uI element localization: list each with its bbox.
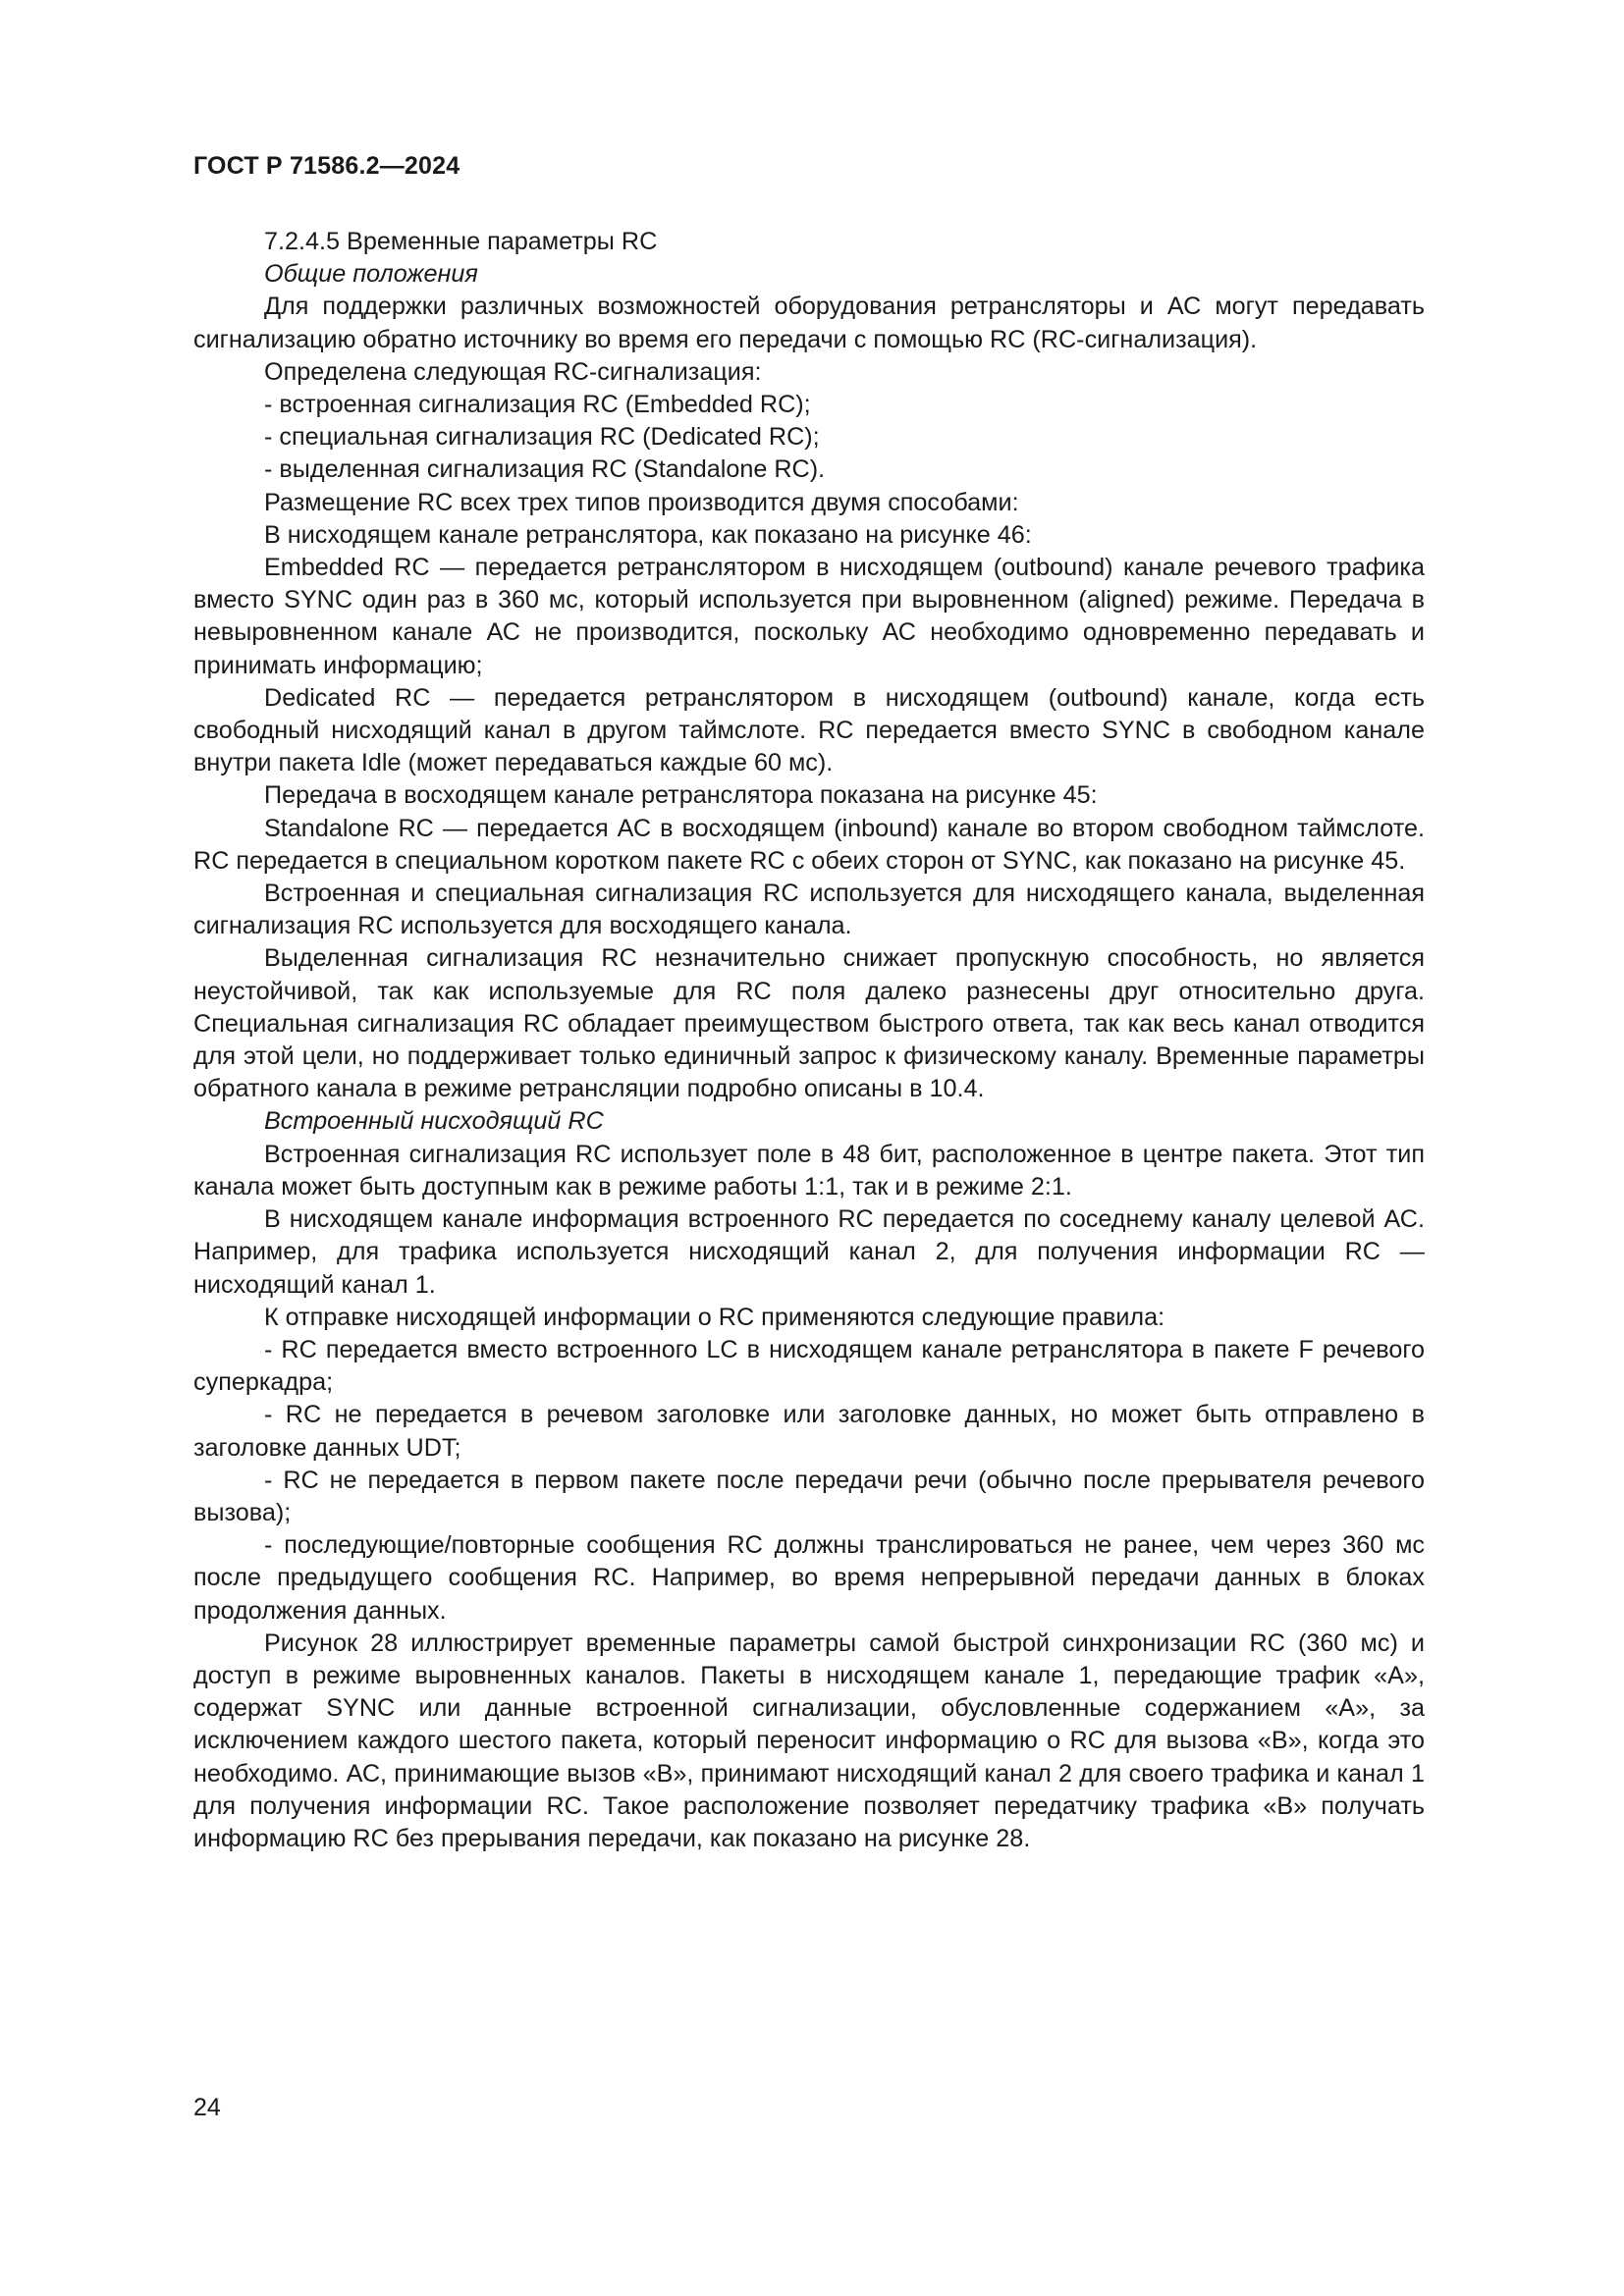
paragraph: Embedded RC — передается ретранслятором в нисходящем (outbound) канале речевого трафика вместо SYNC один раз в 360 мс, который используется при выровненном (aligned) режиме. Передача в невыровненном канале АС не производится, поскольку АС необходимо одновременно передавать и принимать информацию; [193,554,1425,679]
paragraph: Размещение RC всех трех типов производится двумя способами: [264,488,1019,516]
paragraph: Определена следующая RC-сигнализация: [264,357,762,386]
document-header: ГОСТ Р 71586.2—2024 [193,152,460,180]
document-body [193,226,1425,1855]
list-item: - RC не передается в первом пакете после передачи речи (обычно после прерывателя речевого вызова); [193,1466,1425,1526]
paragraph: В нисходящем канале информация встроенного RC передается по соседнему каналу целевой АС. Например, для трафика используется нисходящий канал 2, для получения информации RC — нисходящий канал 1. [193,1205,1425,1299]
paragraph: Standalone RC — передается АС в восходящем (inbound) канале во втором свободном таймслоте. RC передается в специальном коротком пакете RC с обеих сторон от SYNC, как показано на рисунке 45. [193,814,1425,875]
paragraph: Для поддержки различных возможностей оборудования ретрансляторы и АС могут передавать сигнализацию обратно источнику во время его передачи с помощью RC (RC-сигнализация). [193,293,1425,353]
list-item: - встроенная сигнализация RC (Embedded RC); [264,391,811,419]
subheading-embedded: Встроенный нисходящий RC [264,1107,604,1136]
paragraph: Dedicated RC — передается ретранслятором в нисходящем (outbound) канале, когда есть свободный нисходящий канал в другом таймслоте. RC передается вместо SYNC в свободном канале внутри пакета Idle (может передаваться каждые 60 мс). [193,683,1425,777]
paragraph: Выделенная сигнализация RC незначительно снижает пропускную способность, но является неустойчивой, так как используемые для RC поля далеко разнесены друг относительно друга. Специальная сигнализация RC обладает преимуществом быстрого ответа, так как весь канал отводится для этой цели, но поддерживает только единичный запрос к физическому каналу. Временные параметры обратного канала в режиме ретрансляции подробно описаны в 10.4. [193,944,1425,1103]
paragraph: К отправке нисходящей информации о RC применяются следующие правила: [264,1303,1165,1331]
paragraph: Рисунок 28 иллюстрирует временные параметры самой быстрой синхронизации RC (360 мс) и доступ в режиме выровненных каналов. Пакеты в нисходящем канале 1, передающие трафик «А», содержат SYNC или данные встроенной сигнализации, обусловленные содержанием «А», за исключением каждого шестого пакета, который переносит информацию о RC для вызова «В», когда это необходимо. АС, принимающие вызов «В», принимают нисходящий канал 2 для своего трафика и канал 1 для получения информации RC. Такое расположение позволяет передатчику трафика «В» получать информацию RC без прерывания передачи, как показано на рисунке 28. [193,1629,1425,1852]
list-item: - выделенная сигнализация RC (Standalone RC). [264,455,826,484]
list-item: - специальная сигнализация RC (Dedicated RC); [264,423,820,452]
subheading-general: Общие положения [264,260,478,289]
list-item: - RC передается вместо встроенного LC в нисходящем канале ретранслятора в пакете F речевого суперкадра; [193,1335,1425,1397]
paragraph: В нисходящем канале ретранслятора, как показано на рисунке 46: [264,520,1032,549]
list-item: - RC не передается в речевом заголовке или заголовке данных, но может быть отправлено в заголовке данных UDT; [193,1401,1425,1462]
section-title: 7.2.4.5 Временные параметры RC [264,228,658,255]
page-number: 24 [193,2094,221,2121]
list-item: - последующие/повторные сообщения RC должны транслироваться не ранее, чем через 360 мс после предыдущего сообщения RC. Например, во время непрерывной передачи данных в блоках продолжения данных. [193,1531,1425,1625]
paragraph: Передача в восходящем канале ретранслятора показана на рисунке 45: [264,781,1098,810]
paragraph: Встроенная и специальная сигнализация RC используется для нисходящего канала, выделенная сигнализация RC используется для восходящего канала. [193,880,1425,940]
paragraph: Встроенная сигнализация RC использует поле в 48 бит, расположенное в центре пакета. Этот тип канала может быть доступным как в режиме работы 1:1, так и в режиме 2:1. [193,1140,1425,1201]
